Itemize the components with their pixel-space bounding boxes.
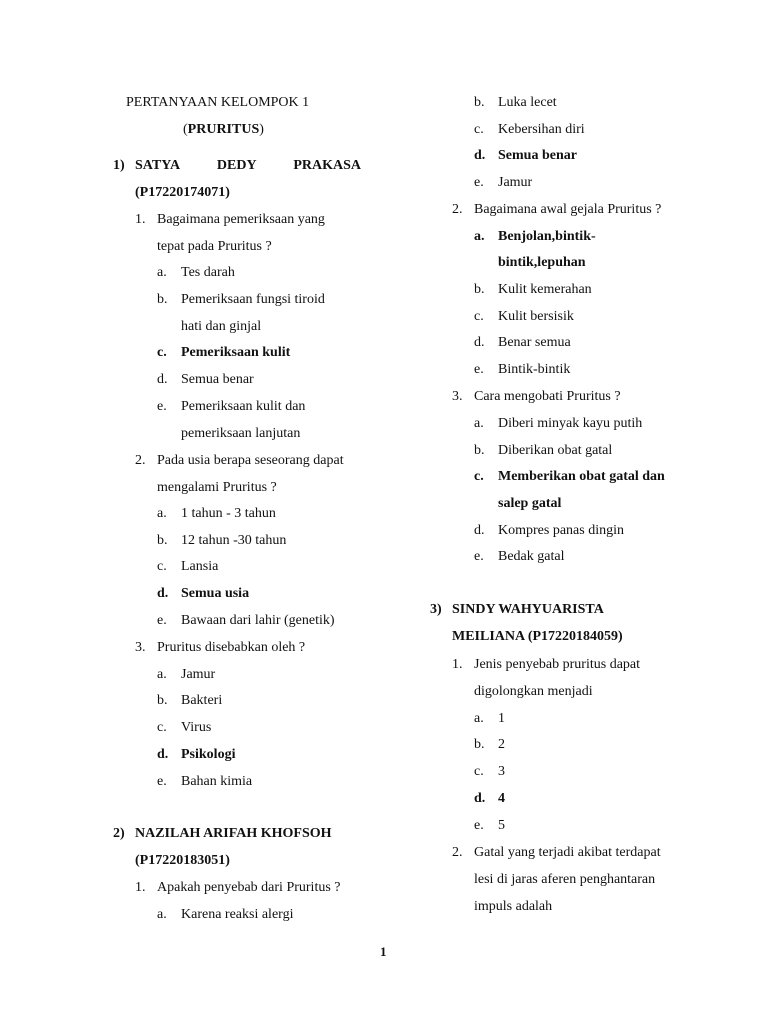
- question-text: Apakah penyebab dari Pruritus ?: [157, 880, 341, 895]
- subtitle-close-paren: ): [259, 122, 264, 137]
- option-label: e.: [157, 399, 167, 414]
- option: [474, 763, 505, 781]
- question-text: Jenis penyebab pruritus dapat: [474, 657, 641, 672]
- option-text: Benar semua: [498, 335, 571, 350]
- question-text: mengalami Pruritus ?: [157, 480, 277, 495]
- option-text: Pemeriksaan kulit: [181, 345, 291, 360]
- option-label: d.: [157, 586, 169, 601]
- option-text: Semua usia: [181, 586, 250, 601]
- option-correct: [474, 790, 505, 808]
- option-label: b.: [474, 737, 485, 752]
- option-text: Bintik-bintik: [498, 362, 571, 377]
- question-number: 3.: [135, 640, 146, 655]
- question-text: Pada usia berapa seseorang dapat: [157, 453, 344, 468]
- option-text: Kulit bersisik: [498, 309, 574, 324]
- option-label: a.: [157, 907, 167, 922]
- question-number: 1.: [135, 212, 146, 227]
- option-text: Tes darah: [181, 265, 235, 280]
- option: [157, 719, 211, 737]
- option-text: 4: [498, 791, 505, 806]
- option-text: Karena reaksi alergi: [181, 907, 294, 922]
- option-label: a.: [474, 416, 484, 431]
- option: [474, 522, 624, 540]
- option: [157, 612, 335, 630]
- option-text: 3: [498, 764, 505, 779]
- option-text-continued: salep gatal: [498, 496, 562, 511]
- question-number: 3.: [452, 389, 463, 404]
- subtitle-open-paren: (: [183, 122, 188, 137]
- option-text: 12 tahun -30 tahun: [181, 533, 287, 548]
- question-text: digolongkan menjadi: [474, 684, 593, 699]
- option-label: e.: [474, 549, 484, 564]
- option-label: e.: [157, 774, 167, 789]
- option-label: e.: [474, 175, 484, 190]
- option: [157, 906, 293, 924]
- option: [474, 281, 592, 299]
- document-title: PERTANYAAN KELOMPOK 1: [126, 95, 310, 110]
- option-text: Virus: [181, 720, 212, 735]
- option: [474, 121, 585, 139]
- option-text: 2: [498, 737, 505, 752]
- question-text: impuls adalah: [474, 899, 553, 914]
- option-text: 1: [498, 711, 505, 726]
- option-text: Semua benar: [498, 148, 577, 163]
- question-text: tepat pada Pruritus ?: [157, 239, 272, 254]
- option-text: 5: [498, 818, 505, 833]
- option: [474, 817, 505, 835]
- option-text-continued: pemeriksaan lanjutan: [181, 426, 301, 441]
- option-label: b.: [157, 693, 168, 708]
- option-text: Diberikan obat gatal: [498, 443, 613, 458]
- question-number: 2.: [452, 202, 463, 217]
- option-text: Luka lecet: [498, 95, 557, 110]
- question-text: lesi di jaras aferen penghantaran: [474, 872, 656, 887]
- section-1-name-word: DEDY: [216, 158, 257, 173]
- option-text: Bakteri: [181, 693, 223, 708]
- option-correct: [157, 585, 249, 603]
- option: [474, 94, 557, 112]
- option-text: Lansia: [181, 559, 219, 574]
- question-text: Gatal yang terjadi akibat terdapat: [474, 845, 661, 860]
- option-correct: [474, 468, 665, 486]
- option-correct: [474, 147, 577, 165]
- option-text-continued: bintik,lepuhan: [498, 255, 586, 270]
- subtitle-topic: PRURITUS: [187, 122, 260, 137]
- option: [474, 736, 505, 754]
- option: [474, 442, 612, 460]
- section-1-name: [135, 157, 361, 175]
- option-text: Bahan kimia: [181, 774, 253, 789]
- section-1-name-word: PRAKASA: [293, 158, 361, 173]
- option-text-continued: hati dan ginjal: [181, 319, 262, 334]
- option-text: Semua benar: [181, 372, 254, 387]
- section-2-number: 2): [113, 826, 125, 841]
- option-text: Psikologi: [181, 747, 236, 762]
- option-label: d.: [474, 148, 486, 163]
- option: [474, 361, 570, 379]
- question-number: 2.: [135, 453, 146, 468]
- option: [474, 174, 532, 192]
- option-text: Pemeriksaan fungsi tiroid: [181, 292, 325, 307]
- option-text: Bedak gatal: [498, 549, 565, 564]
- option-label: d.: [157, 372, 168, 387]
- section-3-name: SINDY WAHYUARISTA: [452, 602, 604, 617]
- option: [157, 558, 218, 576]
- option-text: Kulit kemerahan: [498, 282, 592, 297]
- option-text: Memberikan obat gatal dan: [498, 469, 665, 484]
- option-text: Jamur: [181, 667, 216, 682]
- option: [474, 308, 574, 326]
- option-text: Benjolan,bintik-: [498, 229, 596, 244]
- option: [474, 415, 642, 433]
- option-text: Kebersihan diri: [498, 122, 585, 137]
- option-label: a.: [157, 506, 167, 521]
- option-label: d.: [157, 747, 169, 762]
- option: [157, 264, 235, 282]
- option: [157, 371, 254, 389]
- option-text: 1 tahun - 3 tahun: [181, 506, 276, 521]
- option-label: b.: [157, 292, 168, 307]
- option-label: b.: [157, 533, 168, 548]
- question-text: Pruritus disebabkan oleh ?: [157, 640, 306, 655]
- section-1-name-word: SATYA: [135, 158, 181, 173]
- option-label: e.: [157, 613, 167, 628]
- option-label: e.: [474, 818, 484, 833]
- option-text: Diberi minyak kayu putih: [498, 416, 643, 431]
- option: [157, 692, 222, 710]
- question-text: Cara mengobati Pruritus ?: [474, 389, 621, 404]
- option-text: Kompres panas dingin: [498, 523, 624, 538]
- question-text: Bagaimana pemeriksaan yang: [157, 212, 325, 227]
- option: [157, 773, 252, 791]
- option-label: c.: [474, 309, 484, 324]
- option-label: a.: [474, 711, 484, 726]
- option-label: a.: [157, 667, 167, 682]
- option-label: c.: [157, 559, 167, 574]
- option-label: b.: [474, 95, 485, 110]
- section-2-id: (P17220183051): [135, 853, 230, 868]
- option-label: c.: [157, 345, 167, 360]
- page-number: 1: [380, 944, 387, 959]
- option-label: a.: [157, 265, 167, 280]
- option: [157, 398, 305, 416]
- option-correct: [474, 228, 596, 246]
- option-label: b.: [474, 282, 485, 297]
- question-text: Bagaimana awal gejala Pruritus ?: [474, 202, 662, 217]
- section-3-number: 3): [430, 602, 442, 617]
- document-subtitle: [183, 121, 264, 139]
- section-2-name: NAZILAH ARIFAH KHOFSOH: [135, 826, 332, 841]
- option-label: c.: [474, 122, 484, 137]
- option: [474, 334, 571, 352]
- option-label: c.: [157, 720, 167, 735]
- option-label: c.: [474, 469, 484, 484]
- question-number: 1.: [135, 880, 146, 895]
- option-label: e.: [474, 362, 484, 377]
- option-label: b.: [474, 443, 485, 458]
- option-label: c.: [474, 764, 484, 779]
- option-text: Bawaan dari lahir (genetik): [181, 613, 335, 628]
- section-1-id: (P17220174071): [135, 185, 230, 200]
- option-label: a.: [474, 229, 485, 244]
- section-1-number: 1): [113, 158, 125, 173]
- option-correct: [157, 746, 235, 764]
- option: [157, 532, 286, 550]
- option: [157, 291, 325, 309]
- option: [157, 505, 276, 523]
- option: [474, 710, 505, 728]
- option: [474, 548, 564, 566]
- option-correct: [157, 344, 290, 362]
- option-label: d.: [474, 523, 485, 538]
- option-text: Jamur: [498, 175, 533, 190]
- option-label: d.: [474, 335, 485, 350]
- option-label: d.: [474, 791, 486, 806]
- question-number: 1.: [452, 657, 463, 672]
- option: [157, 666, 215, 684]
- question-number: 2.: [452, 845, 463, 860]
- option-text: Pemeriksaan kulit dan: [181, 399, 306, 414]
- section-3-name-line2: MEILIANA (P17220184059): [452, 629, 623, 644]
